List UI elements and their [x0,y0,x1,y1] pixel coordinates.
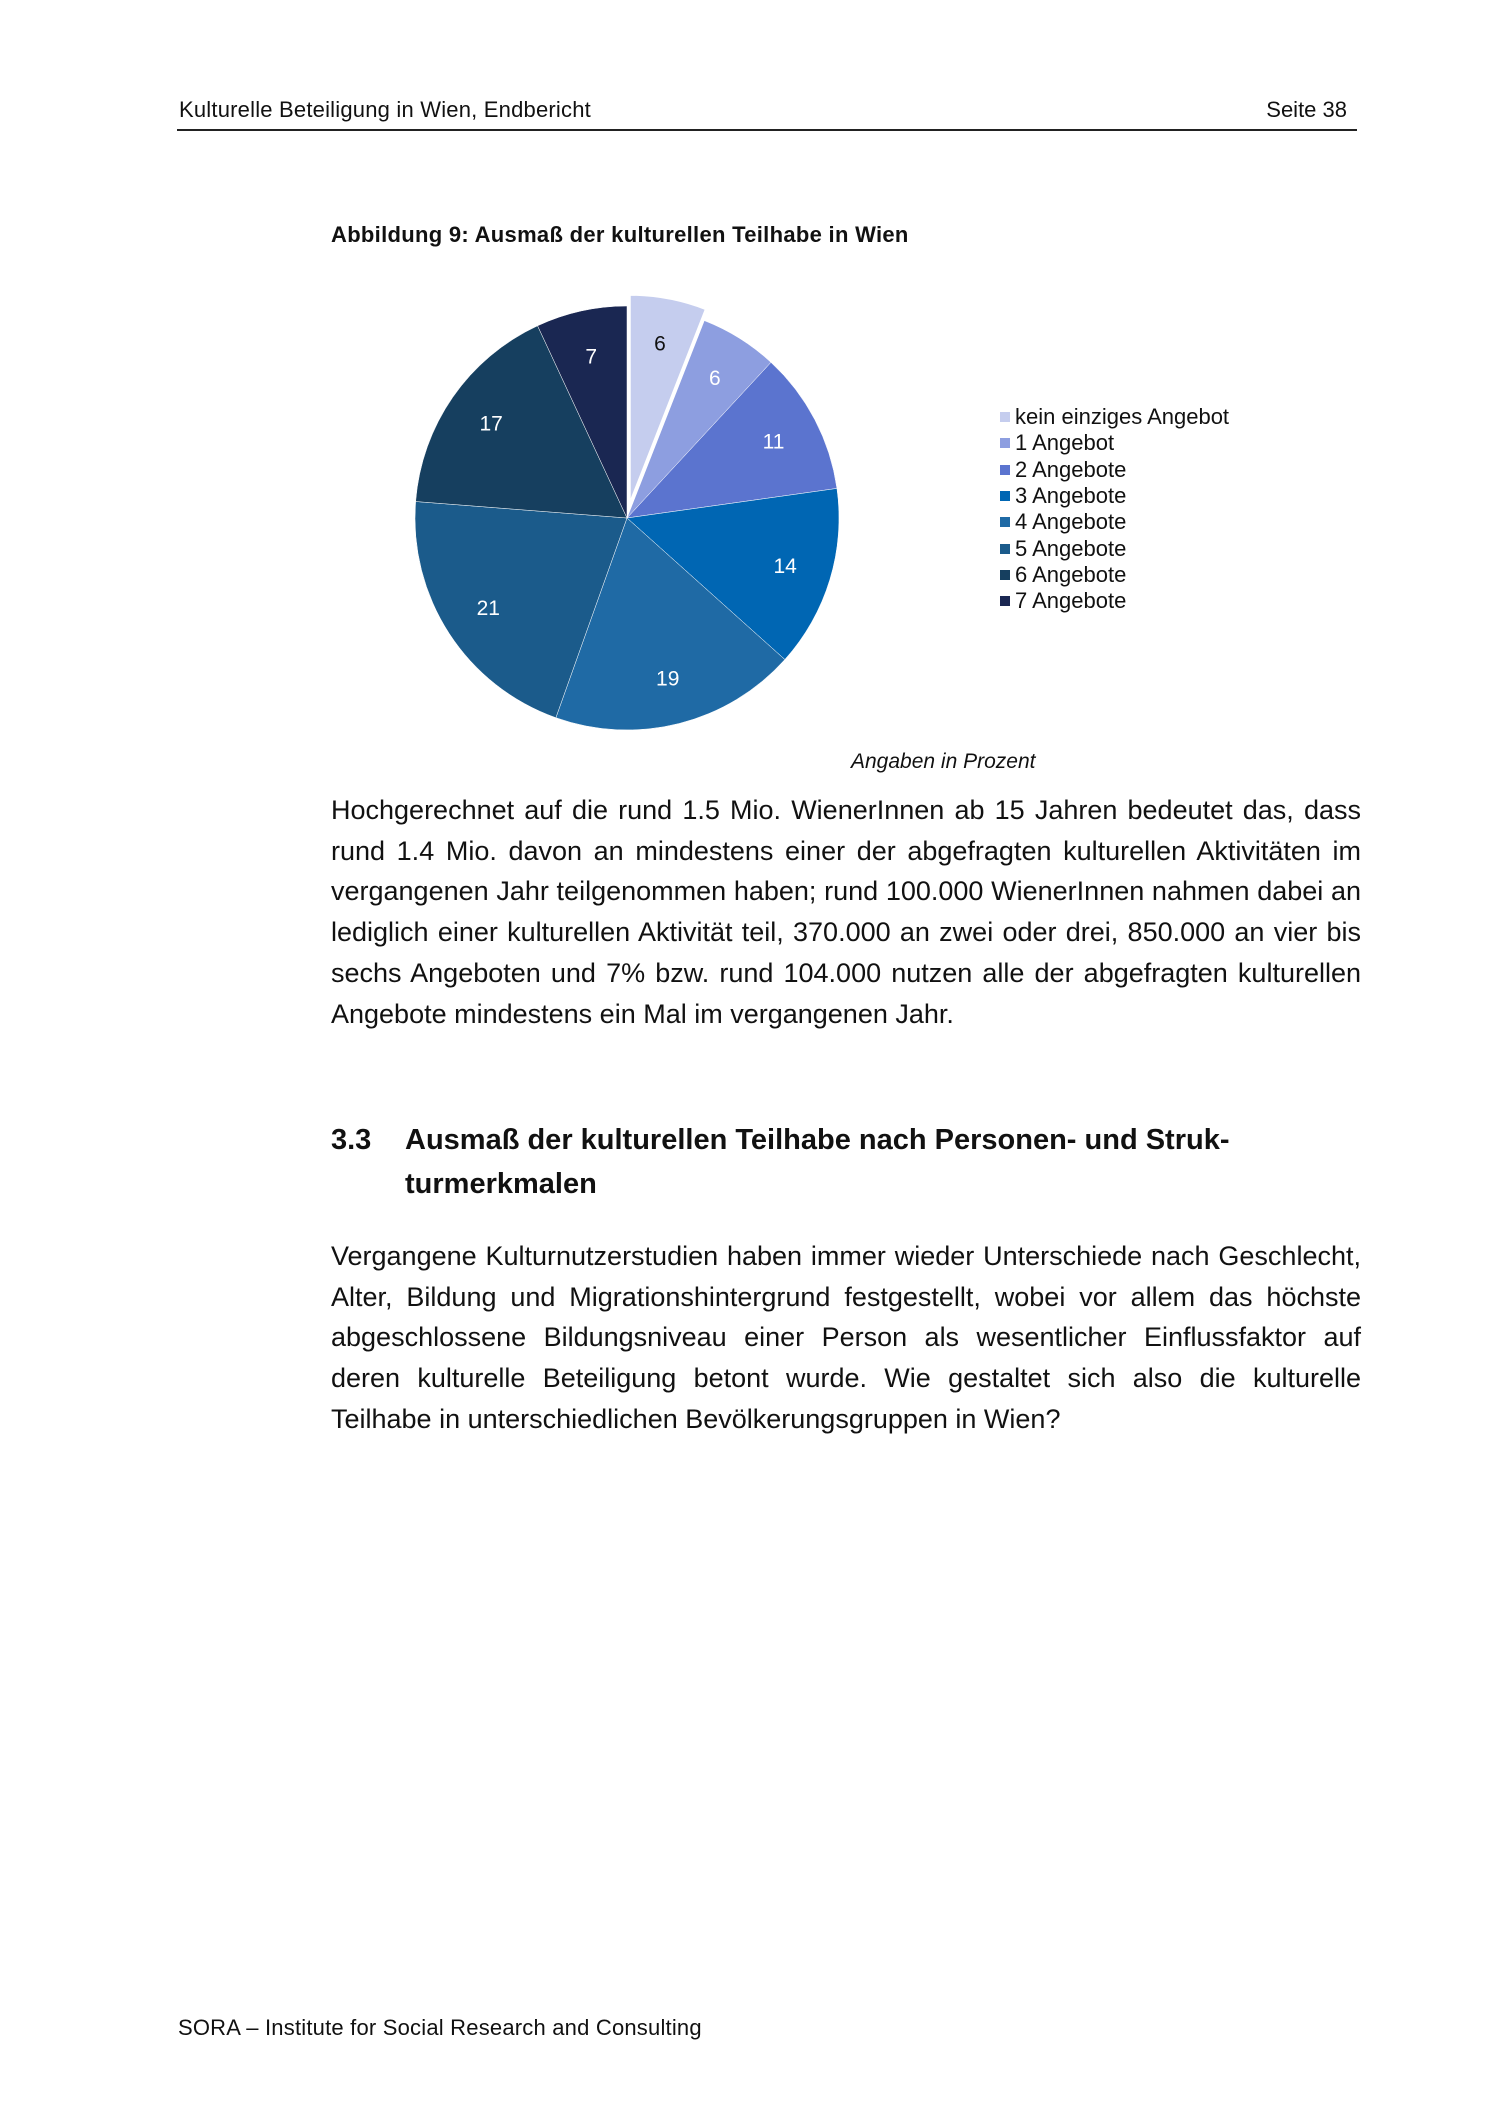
legend-item [1000,535,1229,561]
pie-label-1: 6 [654,332,666,356]
legend-swatch [1000,438,1010,448]
legend-swatch [1000,465,1010,475]
legend-label: kein einziges Angebot [1015,404,1230,430]
pie-label-4: 14 [773,555,797,579]
legend-swatch [1000,517,1010,527]
body-paragraph-2: Vergangene Kulturnutzerstudien haben immer wieder Unterschiede nach Geschlecht, Alter, Bildung und Migrationshintergrund festgestellt, wobei vor allem das höchste abgeschlossene Bildungsniveau einer Person als wesentlicher Einflussfaktor auf deren kulturelle Beteiligung betont wurde. Wie gestaltet sich also die kulturelle Teilhabe in unterschiedlichen Bevölkerungsgruppen in Wien? [331,1241,1361,1434]
figure-caption: Angaben in Prozent [851,750,1036,773]
legend-item [1000,483,1229,509]
section-number: 3.3 [331,1124,372,1156]
pie-label-3: 11 [762,430,785,454]
legend-label: 6 Angebote [1015,561,1127,587]
legend-item [1000,457,1229,483]
pie-label-5: 19 [656,667,680,691]
legend-swatch [1000,570,1010,580]
header-title: Kulturelle Beteiligung in Wien, Endbericht [179,97,591,122]
page-number: Seite 38 [1266,97,1347,122]
legend-swatch [1000,491,1010,501]
legend-label: 3 Angebote [1015,483,1127,509]
legend-item [1000,509,1229,535]
legend-label: 5 Angebote [1015,535,1127,561]
legend-swatch [1000,544,1010,554]
legend-swatch [1000,412,1010,422]
legend-item [1000,430,1229,456]
pie-label-6: 21 [476,596,500,620]
legend-item [1000,588,1229,614]
page-header [177,97,1357,131]
body-paragraph-1: Hochgerechnet auf die rund 1.5 Mio. WienerInnen ab 15 Jahren bedeutet das, dass rund 1.4 Mio. davon an mindestens einer der abgefragten kulturellen Aktivitäten im vergangenen Jahr teilgenommen haben; rund 100.000 WienerInnen nahmen dabei an lediglich einer kulturellen Aktivität teil, 370.000 an zwei oder drei, 850.000 an vier bis sechs Angeboten und 7% bzw. rund 104.000 nutzen alle der abgefragten kulturellen Angebote mindestens ein Mal im vergangenen Jahr. [331,795,1361,1029]
legend-item [1000,562,1229,588]
page-footer: SORA – Institute for Social Research and Consulting [178,2015,702,2040]
legend-label: 7 Angebote [1015,588,1127,614]
pie-label-2: 6 [708,366,721,390]
legend-item [1000,404,1229,430]
section-title: Ausmaß der kulturellen Teilhabe nach Personen- und Strukturmerkmalen [405,1124,1230,1200]
pie-label-7: 17 [479,412,503,436]
legend-label: 4 Angebote [1015,509,1127,535]
pie-label-8: 7 [585,345,598,369]
figure-title: Abbildung 9: Ausmaß der kulturellen Teilhabe in Wien [331,222,909,247]
legend-label: 1 Angebot [1015,430,1115,456]
pie-chart [380,270,880,750]
chart-legend [1000,404,1229,614]
legend-label: 2 Angebote [1015,456,1127,482]
legend-swatch [1000,596,1010,606]
